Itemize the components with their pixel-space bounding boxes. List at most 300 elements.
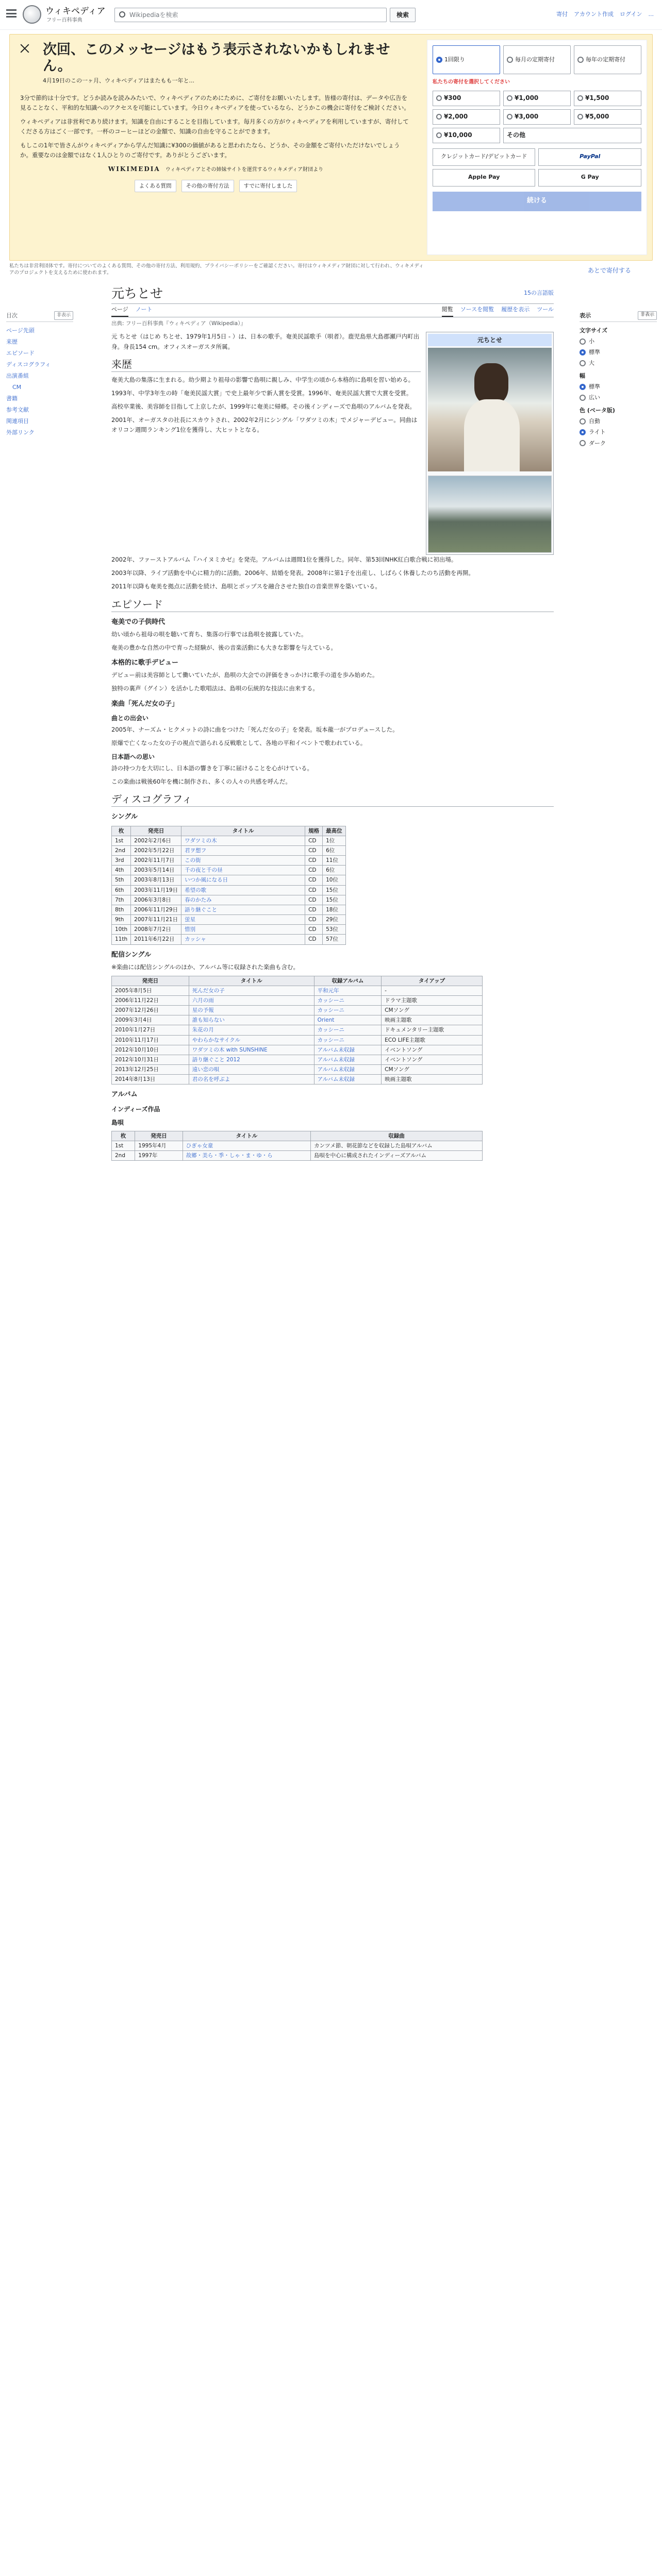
table-cell: ECO LIFE主題歌 <box>382 1035 483 1045</box>
table-cell: 1997年 <box>135 1151 183 1161</box>
banner-subtitle: 4月19日のこの一ヶ月、ウィキペディアはまたもも一年と... <box>43 77 194 84</box>
table-cell: 4th <box>112 866 131 875</box>
table-cell[interactable]: アルバム未収録 <box>314 1045 381 1055</box>
table-cell[interactable]: 死んだ女の子 <box>189 986 314 995</box>
table-cell[interactable]: 君の名を呼ぶよ <box>189 1075 314 1084</box>
radio-icon <box>580 429 586 435</box>
table-cell: CD <box>305 856 323 866</box>
table-cell: 2nd <box>112 845 131 855</box>
banner-paragraph: ウィキペディアは非営利であり続けます。知識を自由にすることを目指しています。毎月多くの方がウィキペディアを利用していますが、寄付してくださる方はごく一部です。一杯のコーヒーほどの金額で、知識の自由を守ることができます。 <box>20 117 409 135</box>
banner-links <box>20 180 411 192</box>
column-header: 収録アルバム <box>314 976 381 986</box>
language-button[interactable]: 15の言語版 <box>524 290 554 296</box>
text-size-large-radio[interactable] <box>580 359 657 367</box>
table-cell: 15位 <box>323 885 346 895</box>
freq-monthly-radio[interactable] <box>503 45 571 74</box>
table-cell: 11th <box>112 935 131 944</box>
table-row <box>112 1006 483 1015</box>
table-row <box>112 845 346 855</box>
table-cell: 53位 <box>323 925 346 935</box>
subsubsection-heading: インディーズ作品 <box>111 1105 160 1113</box>
freq-note: 私たちの寄付を選択してください <box>432 79 510 85</box>
donate-link[interactable]: 寄付 <box>556 11 568 18</box>
paragraph: 詩の持つ力を大切にし、日本語の響きを丁寧に届けることを心がけている。 <box>111 764 313 772</box>
toc-item[interactable]: 関連項目 <box>6 418 29 425</box>
table-cell: CD <box>305 925 323 935</box>
already-donated-link[interactable]: すでに寄付しました <box>239 180 297 192</box>
lead-paragraph: 元 ちとせ（はじめ ちとせ、1979年1月5日 - ）は、日本の歌手。奄美民謡歌手（唄者）。鹿児島県大島郡瀬戸内町出身。身長154 cm。オフィスオーガスタ所属。 <box>111 332 420 350</box>
table-cell: 2002年2月6日 <box>131 836 181 845</box>
table-cell[interactable]: アルバム未収録 <box>314 1065 381 1075</box>
column-header: 規格 <box>305 826 323 836</box>
table-cell: 10位 <box>323 875 346 885</box>
column-header: 収録曲 <box>311 1131 483 1141</box>
infobox <box>426 332 554 555</box>
table-cell[interactable]: 蛍星 <box>181 915 305 925</box>
column-header: タイトル <box>189 976 314 986</box>
tab-read[interactable]: 閲覧 <box>442 305 453 316</box>
table-cell: 2007年11月21日 <box>131 915 181 925</box>
table-cell: 2012年10月10日 <box>112 1045 189 1055</box>
table-cell: 2014年8月13日 <box>112 1075 189 1084</box>
create-account-link[interactable]: アカウント作成 <box>574 11 614 18</box>
radio-icon <box>507 114 512 120</box>
card-pay-button[interactable]: クレジットカード/デビットカード <box>433 148 536 166</box>
radio-icon <box>436 95 442 101</box>
table-cell: CD <box>305 915 323 925</box>
table-cell[interactable]: いつか風になる日 <box>181 875 305 885</box>
radio-icon <box>580 440 586 446</box>
paragraph: 奄美の豊かな自然の中で育った経験が、後の音楽活動にも大きな影響を与えている。 <box>111 643 337 651</box>
table-cell: ドラマ主題歌 <box>382 995 483 1005</box>
table-cell[interactable]: カッシーニ <box>314 1035 381 1045</box>
table-row <box>112 836 346 845</box>
table-cell[interactable]: ひぎゃ女童 <box>183 1141 310 1150</box>
table-row <box>112 875 346 885</box>
table-cell[interactable]: カッシーニ <box>314 1025 381 1035</box>
search-icon <box>119 11 125 18</box>
paragraph: 2001年、オーガスタの社長にスカウトされ、2002年2月にシングル「ワダツミの木」でメジャーデビュー。同曲はオリコン週間ランキング1位を獲得し、大ヒットとなる。 <box>111 416 418 434</box>
freq-yearly-radio[interactable] <box>574 45 641 74</box>
amount-radio[interactable] <box>503 91 571 106</box>
table-cell: CD <box>305 895 323 905</box>
search-button[interactable]: 検索 <box>390 8 416 22</box>
table-cell[interactable]: 六月の雨 <box>189 995 314 1005</box>
table-row <box>112 1141 483 1150</box>
table-cell: 6位 <box>323 845 346 855</box>
paypal-button[interactable]: PayPal <box>538 148 641 166</box>
table-row <box>112 1065 483 1075</box>
table-cell[interactable]: カッシーニ <box>314 995 381 1005</box>
table-cell: 11位 <box>323 856 346 866</box>
table-cell: - <box>382 986 483 995</box>
wikimedia-logo <box>20 164 411 175</box>
text-size-standard-radio[interactable] <box>580 348 657 357</box>
table-cell[interactable]: 千の夜と千の昼 <box>181 866 305 875</box>
column-header: タイトル <box>183 1131 310 1141</box>
amount-label: ¥1,500 <box>585 94 609 102</box>
from-wikipedia: 出典: フリー百科事典『ウィキペディア（Wikipedia）』 <box>111 320 246 327</box>
site-tagline: フリー百科事典 <box>46 18 82 23</box>
google-pay-button[interactable]: G Pay <box>538 169 641 187</box>
table-row <box>112 995 483 1005</box>
search-placeholder: Wikipediaを検索 <box>129 11 178 19</box>
article-content <box>111 285 554 1164</box>
paragraph: 幼い頃から祖母の唄を聴いて育ち、集落の行事では島唄を披露していた。 <box>111 630 307 638</box>
amount-label: ¥2,000 <box>443 113 468 121</box>
paragraph: この楽曲は戦後60年を機に制作され、多くの人々の共感を呼んだ。 <box>111 777 291 785</box>
radio-label: ダーク <box>589 439 606 447</box>
paragraph: 原爆で亡くなった女の子の視点で語られる反戦歌として、各地の平和イベントで歌われている。 <box>111 739 367 747</box>
appearance-title: 表示 <box>580 312 591 319</box>
paragraph: 2011年以降も奄美を拠点に活動を続け、島唄とポップスを融合させた独自の音楽世界を築いている。 <box>111 582 381 590</box>
table-cell: 15位 <box>323 895 346 905</box>
user-links <box>556 10 654 19</box>
radio-icon <box>507 57 513 63</box>
text-size-label: 文字サイズ <box>580 327 608 334</box>
lead-section <box>111 332 554 555</box>
section-heading: 来歴 <box>111 357 421 372</box>
subsection-heading: アルバム <box>111 1091 138 1099</box>
table-cell: CD <box>305 935 323 944</box>
wikimedia-caption: ウィキペディアとその姉妹サイトを運営するウィキメディア財団より <box>165 166 324 173</box>
subsection-heading: 奄美での子供時代 <box>111 618 166 626</box>
donate-later-link[interactable]: あとで寄付する <box>587 267 631 274</box>
lead-column <box>111 332 421 555</box>
table-cell[interactable]: やわらかなサイクル <box>189 1035 314 1045</box>
table-cell[interactable]: 平和元年 <box>314 986 381 995</box>
amount-label: その他 <box>506 131 525 139</box>
subsubsection-heading: 日本語への思い <box>111 753 155 761</box>
paragraph: 2002年、ファーストアルバム『ハイヌミカゼ』を発売。アルバムは週間1位を獲得した。同年、第53回NHK紅白歌合戦に初出場。 <box>111 556 457 564</box>
color-label: 色 (ベータ版) <box>580 407 615 414</box>
table-cell: 2003年11月19日 <box>131 885 181 895</box>
table-row <box>112 895 346 905</box>
table-cell[interactable]: 遠い恋の唄 <box>189 1065 314 1075</box>
radio-label: ライト <box>589 429 606 436</box>
table-cell[interactable]: この街 <box>181 856 305 866</box>
tab-talk[interactable]: ノート <box>135 306 153 313</box>
table-cell[interactable]: 春のかたみ <box>181 895 305 905</box>
more-menu-icon[interactable]: ... <box>648 11 654 18</box>
freq-label: 毎月の定期寄付 <box>515 56 555 63</box>
table-row <box>112 986 483 995</box>
table-cell: CD <box>305 836 323 845</box>
table-cell[interactable]: 故郷・美ら・季・しゃ・ま・ゆ・ら <box>183 1151 310 1161</box>
freq-once-radio[interactable] <box>433 45 500 74</box>
note: ※楽曲には配信シングルのほか、アルバム等に収録された楽曲も含む。 <box>111 963 300 971</box>
paragraph: 奄美大島の集落に生まれる。幼少期より祖母の影響で島唄に親しみ、中学生の頃から本格的に島唄を習い始める。 <box>111 376 415 384</box>
toc-item[interactable]: ディスコグラフィ <box>6 361 51 368</box>
site-header <box>0 0 662 30</box>
table-row <box>112 1035 483 1045</box>
text-size-small-radio[interactable] <box>580 337 657 346</box>
toc-item[interactable]: 出演番組 <box>6 372 29 380</box>
table-cell: 2010年11月17日 <box>112 1035 189 1045</box>
table-cell: 6th <box>112 885 131 895</box>
width-label: 幅 <box>580 372 585 380</box>
table-row <box>112 1025 483 1035</box>
toc-hide-button[interactable]: 非表示 <box>54 311 73 320</box>
tieup-table <box>111 976 483 1085</box>
table-cell: 6位 <box>323 866 346 875</box>
toc-item[interactable]: ページ先頭 <box>6 327 35 334</box>
table-cell: 8th <box>112 905 131 914</box>
amount-label: ¥300 <box>443 94 461 102</box>
table-cell: 2003年8月13日 <box>131 875 181 885</box>
column-header: 枚 <box>112 1131 135 1141</box>
table-cell[interactable]: 誰も知らない <box>189 1015 314 1025</box>
paragraph: デビュー前は美容師として働いていたが、島唄の大会での評価をきっかけに歌手の道を歩み始めた。 <box>111 671 378 679</box>
amount-other-input[interactable] <box>503 128 641 143</box>
tab-history[interactable]: 履歴を表示 <box>501 306 530 313</box>
table-cell[interactable]: 希望の歌 <box>181 885 305 895</box>
search-input[interactable] <box>114 8 387 22</box>
table-cell: 2006年11月22日 <box>112 995 189 1005</box>
column-header: タイトル <box>181 826 305 836</box>
banner-paragraph: 3分で節約は十分です。どうか読みを読みみたいで、ウィキペディアのためにために、ご寄付をお願いいたします。皆様の寄付は、データや広告を見ることなく、平和的な知識へのアクセスを可能にしています。今日ウィキペディアを使っているなら、どうかこの機会に寄付をご検討ください。 <box>20 94 410 111</box>
table-cell: 5th <box>112 875 131 885</box>
radio-icon <box>580 395 586 401</box>
table-cell[interactable]: カッシーニ <box>314 1006 381 1015</box>
amount-label: ¥1,000 <box>514 94 539 102</box>
table-cell: 3rd <box>112 856 131 866</box>
subsection-heading: 楽曲「死んだ女の子」 <box>111 700 179 708</box>
amount-radio[interactable] <box>503 109 571 125</box>
table-cell: 10th <box>112 925 131 935</box>
table-cell: イベントソング <box>382 1045 483 1055</box>
tab-view-source[interactable]: ソースを閲覧 <box>460 306 494 313</box>
subsection-heading: 配信シングル <box>111 951 152 959</box>
table-cell[interactable]: 君ヲ想フ <box>181 845 305 855</box>
table-cell: CD <box>305 866 323 875</box>
paragraph: 独特の裏声（グイン）を活かした歌唱法は、島唄の伝統的な技法に由来する。 <box>111 685 319 692</box>
width-standard-radio[interactable] <box>580 382 657 391</box>
toc-item[interactable]: 参考文献 <box>6 406 29 414</box>
amount-options <box>433 91 641 143</box>
table-row <box>112 856 346 866</box>
table-cell[interactable]: 朱花の月 <box>189 1025 314 1035</box>
radio-icon <box>436 114 442 120</box>
toc-item[interactable]: 外部リンク <box>6 429 35 436</box>
subsection-heading: シングル <box>111 813 138 821</box>
toc-item[interactable]: エピソード <box>6 350 35 357</box>
amount-radio[interactable] <box>574 91 641 106</box>
other-ways-link[interactable]: その他の寄付方法 <box>181 180 234 192</box>
table-cell: 9th <box>112 915 131 925</box>
table-cell: 1995年4月 <box>135 1141 183 1150</box>
section-heading: ディスコグラフィ <box>111 792 554 807</box>
table-row <box>112 1075 483 1084</box>
radio-label: 自動 <box>589 418 600 425</box>
frequency-options <box>433 45 641 74</box>
radio-icon <box>580 338 586 345</box>
table-cell[interactable]: 惜別 <box>181 925 305 935</box>
tab-tools[interactable]: ツール <box>537 306 554 313</box>
table-cell: イベントソング <box>382 1055 483 1064</box>
table-cell: 2006年11月29日 <box>131 905 181 914</box>
payment-methods <box>433 148 641 187</box>
donation-banner <box>9 34 653 261</box>
color-light-radio[interactable] <box>580 428 657 436</box>
table-cell: 29位 <box>323 915 346 925</box>
column-header: 発売日 <box>131 826 181 836</box>
appearance-header <box>580 311 657 322</box>
banner-footer <box>0 263 662 280</box>
appearance-panel <box>580 311 657 450</box>
radio-label: 広い <box>589 394 600 401</box>
table-cell: 2008年7月2日 <box>131 925 181 935</box>
table-cell: 1位 <box>323 836 346 845</box>
table-cell: 2010年1月27日 <box>112 1025 189 1035</box>
apple-pay-button[interactable]: Apple Pay <box>433 169 536 187</box>
singles-table <box>111 826 346 945</box>
table-cell: 7th <box>112 895 131 905</box>
color-auto-radio[interactable] <box>580 417 657 426</box>
column-header: 発売日 <box>135 1131 183 1141</box>
toc-item[interactable]: CM <box>12 384 22 391</box>
table-cell: CD <box>305 905 323 914</box>
table-cell: 映画主題歌 <box>382 1075 483 1084</box>
radio-icon <box>577 95 583 101</box>
table-row <box>112 915 346 925</box>
table-cell: 2006年3月8日 <box>131 895 181 905</box>
column-header: 枚 <box>112 826 131 836</box>
table-cell[interactable]: ワダツミの木 <box>181 836 305 845</box>
table-cell: 2003年5月14日 <box>131 866 181 875</box>
table-cell: 2009年3月4日 <box>112 1015 189 1025</box>
paragraph: 2003年以降、ライブ活動を中心に精力的に活動。2006年、結婚を発表。2008年に第1子を出産し、しばらく休養したのち活動を再開。 <box>111 569 474 577</box>
banner-legal: 私たちは非営利団体です。寄付についてのよくある質問、その他の寄付方法、利用規約、プライバシーポリシーをご確認ください。寄付はウィキメディア財団に対して行われ、ウィキメディアのプロジェクトを支えるために使われます。 <box>9 263 424 276</box>
banner-title: 次回、このメッセージはもう表示されないかもしれません。 <box>43 42 390 75</box>
table-row <box>112 866 346 875</box>
radio-label: 大 <box>589 360 594 367</box>
freq-label: 毎年の定期寄付 <box>585 56 625 63</box>
table-cell: CD <box>305 885 323 895</box>
table-cell[interactable]: 語り継ぐこと <box>181 905 305 914</box>
amount-label: ¥5,000 <box>585 113 609 121</box>
toc-item[interactable]: 来歴 <box>6 338 18 346</box>
main-menu-icon[interactable] <box>6 9 16 18</box>
amount-radio[interactable] <box>433 109 500 125</box>
close-icon[interactable] <box>19 43 30 54</box>
freq-label: 1回限り <box>444 56 465 63</box>
page-title: 元ちとせ <box>111 285 554 304</box>
radio-icon <box>580 418 586 425</box>
toc-item[interactable]: 書籍 <box>6 395 18 402</box>
table-row <box>112 925 346 935</box>
table-row <box>112 885 346 895</box>
table-cell: 1st <box>112 836 131 845</box>
continue-button[interactable]: 続ける <box>433 192 641 211</box>
table-cell: CD <box>305 875 323 885</box>
column-header: タイアップ <box>382 976 483 986</box>
subsection-heading: 本格的に歌手デビュー <box>111 659 179 667</box>
table-cell: 2002年5月22日 <box>131 845 181 855</box>
paragraph: 2005年、ナーズム・ヒクメットの詩に曲をつけた「死んだ女の子」を発表。坂本龍一がプロデュースした。 <box>111 725 399 733</box>
table-cell[interactable]: ワダツミの木 with SUNSHINE <box>189 1045 314 1055</box>
radio-icon <box>577 57 584 63</box>
site-wordmark[interactable]: ウィキペディア <box>45 6 106 16</box>
table-cell: 映画主題歌 <box>382 1015 483 1025</box>
landscape-image[interactable] <box>428 476 552 553</box>
table-cell[interactable]: 語り継ぐこと 2012 <box>189 1055 314 1064</box>
table-row <box>112 935 346 944</box>
faq-link[interactable]: よくある質問 <box>135 180 176 192</box>
radio-icon <box>580 349 586 355</box>
table-cell[interactable]: アルバム未収録 <box>314 1055 381 1064</box>
toc-sidebar <box>6 311 73 438</box>
table-cell: 2005年8月5日 <box>112 986 189 995</box>
radio-icon <box>507 95 512 101</box>
amount-label: ¥3,000 <box>514 113 539 121</box>
table-row <box>112 905 346 914</box>
table-cell: 島唄を中心に構成されたインディーズアルバム <box>311 1151 483 1161</box>
table-row <box>112 1151 483 1161</box>
table-cell[interactable]: アルバム未収録 <box>314 1075 381 1084</box>
portrait-image[interactable] <box>428 348 552 471</box>
wikimedia-wordmark: WIKIMEDIA <box>108 165 160 173</box>
radio-label: 小 <box>589 338 594 345</box>
column-header: 最高位 <box>323 826 346 836</box>
table-cell: 2012年10月31日 <box>112 1055 189 1064</box>
tab-page[interactable]: ページ <box>111 305 128 316</box>
radio-icon <box>580 384 586 390</box>
subsubsection-heading: 曲との出会い <box>111 715 149 722</box>
amount-radio[interactable] <box>433 91 500 106</box>
banner-paragraph: もしこの1年で皆さんがウィキペディアから学んだ知識に¥300の価値があると思われたなら、どうか、その金額をご寄付いただけないでしょうか。重要なのは金額ではなく1人ひとりのご寄付です。ありがとうございます。 <box>20 141 400 159</box>
donation-form <box>427 40 647 255</box>
banner-body <box>20 93 411 160</box>
table-cell: 2002年11月7日 <box>131 856 181 866</box>
column-header: 発売日 <box>112 976 189 986</box>
login-link[interactable]: ログイン <box>620 11 642 18</box>
table-cell: 18位 <box>323 905 346 914</box>
table-cell: 2013年12月25日 <box>112 1065 189 1075</box>
toc-header <box>6 311 73 322</box>
table-cell: 2nd <box>112 1151 135 1161</box>
amount-radio[interactable] <box>433 128 500 143</box>
table-cell[interactable]: カッシャ <box>181 935 305 944</box>
table-cell[interactable]: Orient <box>314 1015 381 1025</box>
color-dark-radio[interactable] <box>580 439 657 448</box>
radio-icon <box>436 57 442 63</box>
paragraph: 1993年、中学3年生の時「奄美民謡大賞」で史上最年少で新人賞を受賞。1996年、奄美民謡大賞で大賞を受賞。 <box>111 389 412 397</box>
subsubsection-heading: 島唄 <box>111 1119 124 1127</box>
table-cell[interactable]: 星の予報 <box>189 1006 314 1015</box>
table-cell: CMソング <box>382 1065 483 1075</box>
width-wide-radio[interactable] <box>580 393 657 402</box>
table-cell: 1st <box>112 1141 135 1150</box>
paragraph: 高校卒業後、美容師を目指して上京したが、1999年に奄美に帰郷。その後インディーズで島唄のアルバムを発表。 <box>111 402 416 410</box>
table-cell: ドキュメンタリー主題歌 <box>382 1025 483 1035</box>
radio-icon <box>577 114 583 120</box>
table-cell: 2007年12月26日 <box>112 1006 189 1015</box>
table-cell: 2011年6月22日 <box>131 935 181 944</box>
table-row <box>112 1015 483 1025</box>
banner-message <box>10 35 422 260</box>
appearance-hide-button[interactable]: 非表示 <box>638 311 657 320</box>
table-cell: 57位 <box>323 935 346 944</box>
table-row <box>112 1055 483 1064</box>
amount-radio[interactable] <box>574 109 641 125</box>
radio-icon <box>436 132 442 138</box>
radio-label: 標準 <box>589 383 600 391</box>
table-row <box>112 1045 483 1055</box>
wikipedia-logo[interactable] <box>23 5 41 24</box>
amount-label: ¥10,000 <box>443 131 472 139</box>
infobox-title: 元ちとせ <box>428 334 552 347</box>
